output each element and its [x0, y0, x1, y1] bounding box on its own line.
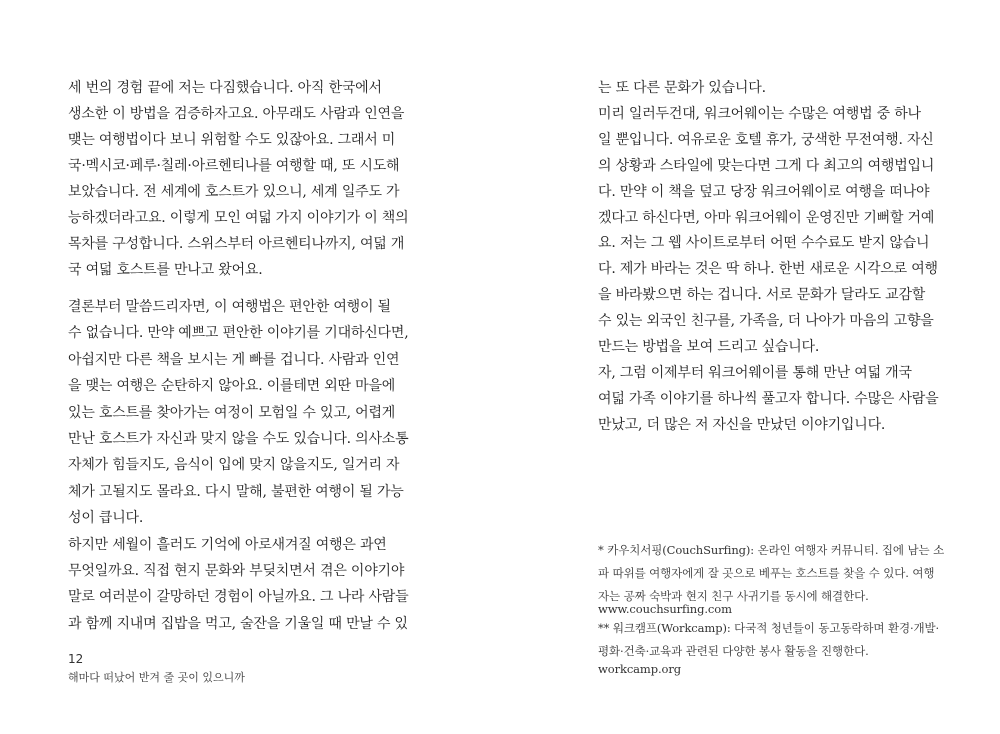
body-line: 아쉽지만 다른 책을 보시는 게 빠를 겁니다. 사람과 인연	[68, 351, 400, 368]
body-line: 성이 큽니다.	[68, 510, 144, 527]
body-line: 체가 고될지도 몰라요. 다시 말해, 불편한 여행이 될 가능	[68, 483, 404, 500]
body-line: 여덟 가족 이야기를 하나씩 풀고자 합니다. 수많은 사람을	[598, 390, 939, 407]
footnote-line: workcamp.org	[598, 662, 682, 676]
running-head: 해마다 떠났어 반겨 줄 곳이 있으니까	[68, 671, 245, 684]
footnote-line: 자는 공짜 숙박과 현지 친구 사귀기를 동시에 해결한다.	[598, 589, 869, 603]
body-line: 말로 여러분이 갈망하던 경험이 아닐까요. 그 나라 사람들	[68, 589, 409, 606]
body-line: 을 맺는 여행은 순탄하지 않아요. 이를테면 외딴 마을에	[68, 378, 396, 395]
body-line: 만드는 방법을 보여 드리고 싶습니다.	[598, 339, 820, 355]
body-line: 목차를 구성합니다. 스위스부터 아르헨티나까지, 여덟 개	[68, 236, 405, 252]
body-line: 국·멕시코·페루·칠레·아르헨티나를 여행할 때, 또 시도해	[68, 158, 400, 174]
body-line: 미리 일러두건대, 워크어웨이는 수많은 여행법 중 하나	[598, 105, 921, 122]
body-line: 수 있는 외국인 친구를, 가족을, 더 나아가 마음의 고향을	[598, 313, 934, 330]
footnote-line: 파 따위를 여행자에게 잘 곳으로 베푸는 호스트를 찾을 수 있다. 여행	[598, 566, 935, 580]
body-line: 맺는 여행법이다 보니 위험할 수도 있잖아요. 그래서 미	[68, 132, 396, 148]
body-line: 결론부터 말씀드리자면, 이 여행법은 편안한 여행이 될	[68, 299, 391, 315]
body-line: 의 상황과 스타일에 맞는다면 그게 다 최고의 여행법입니	[598, 157, 935, 174]
body-line: 다. 제가 바라는 것은 딱 하나. 한번 새로운 시각으로 여행	[598, 261, 938, 278]
footnote-line: 평화·건축·교육과 관련된 다양한 봉사 활동을 진행한다.	[598, 644, 869, 658]
body-line: 하지만 세월이 흘러도 기억에 아로새겨질 여행은 과연	[68, 536, 387, 553]
body-line: 을 바라봤으면 하는 겁니다. 서로 문화가 달라도 교감할	[598, 287, 926, 304]
body-line: 세 번의 경험 끝에 저는 다짐했습니다. 아직 한국에서	[68, 80, 382, 96]
body-line: 보았습니다. 전 세계에 호스트가 있으니, 세계 일주도 가	[68, 184, 400, 200]
body-line: 일 뿐입니다. 여유로운 호텔 휴가, 궁색한 무전여행. 자신	[598, 131, 934, 148]
body-line: 과 함께 지내며 집밥을 먹고, 술잔을 기울일 때 만날 수 있	[68, 615, 408, 632]
body-line: 수 없습니다. 만약 예쁘고 편안한 이야기를 기대하신다면,	[68, 325, 409, 342]
body-line: 능하겠더라고요. 이렇게 모인 여덟 가지 이야기가 이 책의	[68, 210, 409, 226]
body-line: 다. 만약 이 책을 덮고 당장 워크어웨이로 여행을 떠나야	[598, 183, 930, 200]
body-line: 만난 호스트가 자신과 맞지 않을 수도 있습니다. 의사소통	[68, 431, 409, 447]
body-line: 있는 호스트를 찾아가는 여정이 모험일 수 있고, 어렵게	[68, 404, 396, 421]
footnote-line: ** 워크캠프(Workcamp): 다국적 청년들이 동고동락하며 환경·개발·	[598, 621, 940, 635]
body-line: 생소한 이 방법을 검증하자고요. 아무래도 사람과 인연을	[68, 106, 405, 122]
body-line: 겠다고 하신다면, 아마 워크어웨이 운영진만 기뻐할 거예	[598, 209, 935, 226]
page-number: 12	[68, 652, 84, 666]
body-line: 요. 저는 그 웹 사이트로부터 어떤 수수료도 받지 않습니	[598, 235, 930, 252]
body-line: 무엇일까요. 직접 현지 문화와 부딪치면서 겪은 이야기야	[68, 563, 405, 579]
body-line: 는 또 다른 문화가 있습니다.	[598, 80, 766, 96]
footnote-line: * 카우치서핑(CouchSurfing): 온라인 여행자 커뮤니티. 집에 남는 소	[598, 543, 945, 557]
body-line: 국 여덟 호스트를 만나고 왔어요.	[68, 262, 263, 278]
footnote-line: www.couchsurfing.com	[598, 602, 732, 616]
body-line: 자체가 힘들지도, 음식이 입에 맞지 않을지도, 일거리 자	[68, 457, 400, 474]
body-line: 만났고, 더 많은 저 자신을 만났던 이야기입니다.	[598, 416, 886, 433]
body-line: 자, 그럼 이제부터 워크어웨이를 통해 만난 여덟 개국	[598, 364, 912, 381]
